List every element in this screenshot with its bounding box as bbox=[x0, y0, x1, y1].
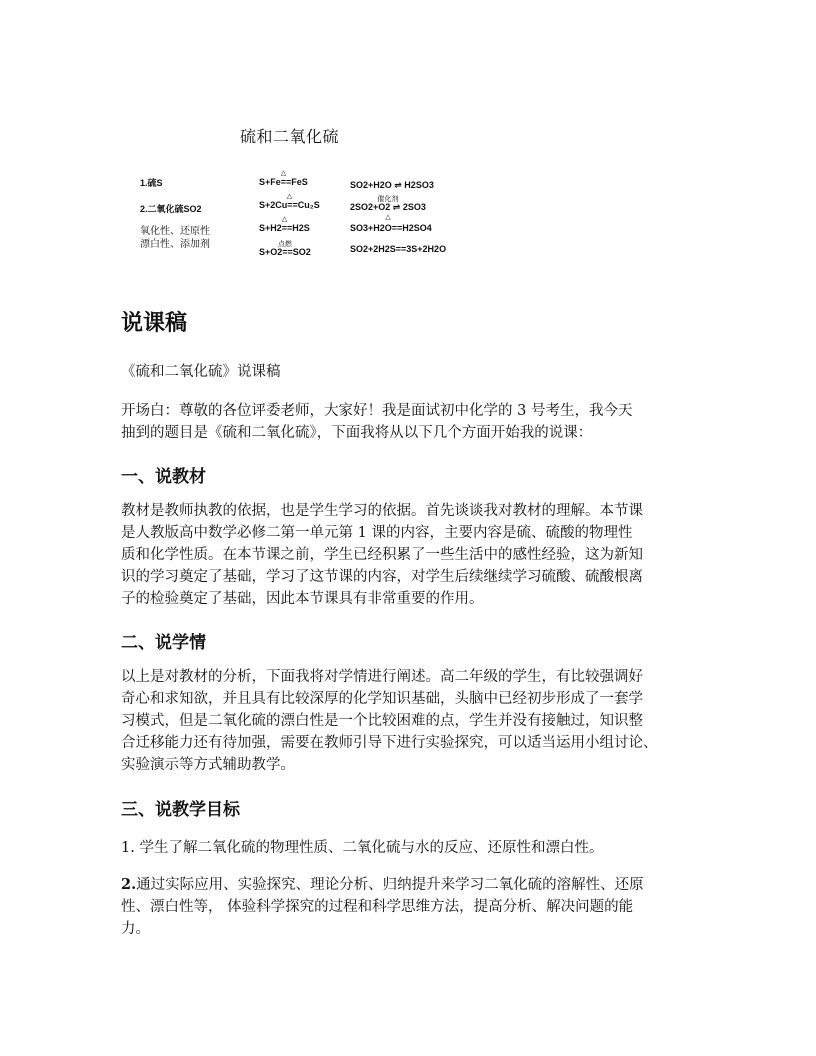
equation-so2-h2s: SO2+2H2S==3S+2H2O bbox=[350, 244, 447, 254]
equation-so2-h2o: SO2+H2O ⇌ H2SO3 bbox=[350, 180, 434, 190]
condition-heat: △ bbox=[281, 216, 288, 223]
equation-s-o2: 点燃 S+O2==SO2 bbox=[259, 241, 311, 257]
objective-item-1: 1. 学生了解二氧化硫的物理性质、二氧化硫与水的反应、还原性和漂白性。 bbox=[121, 840, 604, 856]
objective-number: 2. bbox=[121, 876, 137, 893]
intro-paragraph: 开场白：尊敬的各位评委老师，大家好！我是面试初中化学的 3 号考生，我今天 抽到的题目是《硫和二氧化硫》，下面我将从以下几个方面开始我的说课： bbox=[121, 403, 633, 441]
equation-s-h2: △ S+H2==H2S bbox=[259, 216, 310, 233]
equation-s-fe: △ S+Fe==FeS bbox=[259, 170, 308, 187]
condition-catalyst: 催化剂 bbox=[377, 196, 399, 203]
condition-heat: △ bbox=[280, 170, 287, 177]
figure-label-sulfur: 1.硫S bbox=[140, 178, 163, 188]
condition-heat: △ bbox=[286, 193, 293, 200]
figure-title: 硫和二氧化硫 bbox=[240, 127, 340, 146]
figure-label-uses: 漂白性、添加剂 bbox=[140, 239, 210, 250]
figure-label-so2: 2.二氧化硫SO2 bbox=[140, 204, 202, 214]
condition-heat: △ bbox=[385, 214, 391, 221]
section-heading-objectives: 三、说教学目标 bbox=[121, 800, 240, 820]
textbook-paragraph: 教材是教师执教的依据，也是学生学习的依据。首先谈谈我对教材的理解。本节课 是人教版高中数学必修二第一单元第 1 课的内容，主要内容是硫、硫酸的物理性 质和化学性质。在本节课之前，学生已经积累了一些生活中的感性经验，这为新知 识的学习奠定了基础，学习了这节课的内容，对学生后续继续学习硫酸、硫酸根离 子的检验奠定了基础，因此本节课具有非常重要的作用。 bbox=[121, 503, 643, 607]
condition-ignite: 点燃 bbox=[277, 241, 292, 248]
section-heading-textbook: 一、说教材 bbox=[121, 467, 206, 487]
section-heading-students: 二、说学情 bbox=[121, 633, 206, 653]
equation-so2-o2: 催化剂 2SO2+O2 ⇌ 2SO3 △ bbox=[350, 196, 426, 221]
objective-item-2: 2.通过实际应用、实验探究、理论分析、归纳提升来学习二氧化硫的溶解性、还原 性、漂白性等， 体验科学探究的过程和科学思维方法，提高分析、解决问题的能 力。 bbox=[121, 876, 644, 937]
subtitle: 《硫和二氧化硫》说课稿 bbox=[121, 364, 281, 380]
equation-s-cu: △ S+2Cu==Cu₂S bbox=[259, 193, 320, 210]
students-paragraph: 以上是对教材的分析，下面我将对学情进行阐述。高二年级的学生，有比较强调好 奇心和求知欲，并且具有比较深厚的化学知识基础，头脑中已经初步形成了一套学 习模式，但是二氧化硫的漂白性是一个比较困难的点，学生并没有接触过，知识整 合迁移能力还有待加强，需要在教师引导下进行实验探究，可以适当运用小组讨论、 实验演示等方式辅助教学。 bbox=[121, 669, 658, 773]
equation-so3-h2o: SO3+H2O==H2SO4 bbox=[350, 223, 432, 233]
figure-label-properties: 氧化性、还原性 bbox=[140, 226, 210, 237]
page-title: 说课稿 bbox=[121, 311, 188, 336]
